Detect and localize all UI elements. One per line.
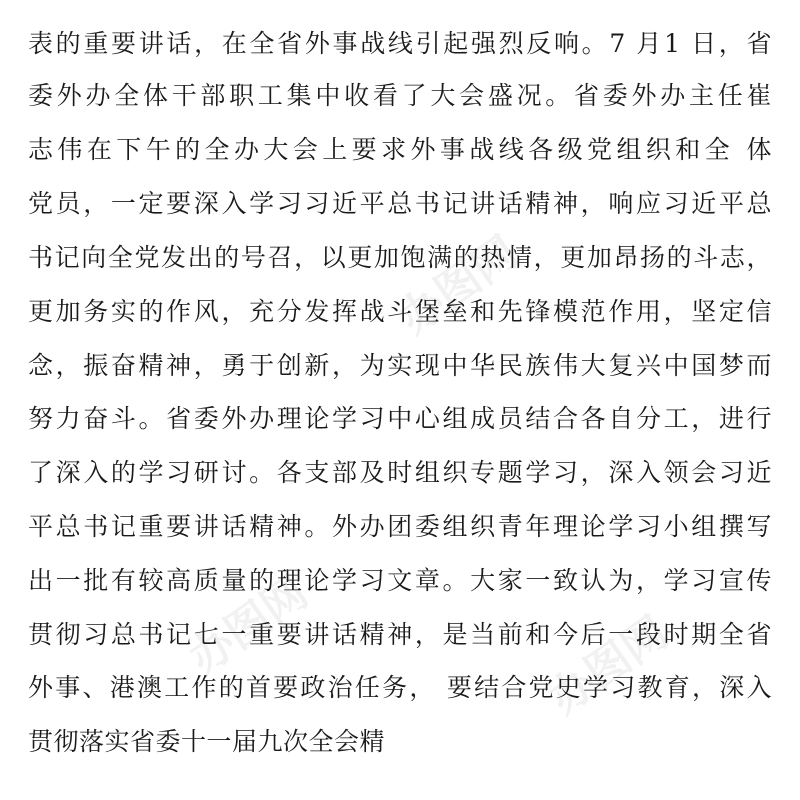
- text-line: 努力奋斗。省委外办理论学习中心组成员结合各自分工，进行: [28, 404, 772, 433]
- text-line: 了深入的学习研讨。各支部及时组织专题学习，深入领会习近: [28, 458, 772, 487]
- text-line: 党员，一定要深入学习习近平总书记讲话精神，响应习近平总: [28, 189, 772, 218]
- text-line: 外事、港澳工作的首要政治任务， 要结合党史学习教育，深入: [28, 673, 772, 702]
- text-line: 贯彻落实省委十一届九次全会精: [28, 727, 386, 756]
- text-line: 贯彻习总书记七一重要讲话精神，是当前和今后一段时期全省: [28, 620, 772, 649]
- text-line: 更加务实的作风，充分发挥战斗堡垒和先锋模范作用，坚定信: [28, 297, 772, 326]
- text-line: 出一批有较高质量的理论学习文章。大家一致认为，学习宣传: [28, 566, 772, 595]
- text-line: 念，振奋精神，勇于创新，为实现中华民族伟大复兴中国梦而: [28, 351, 772, 380]
- watermark: 办图网: [179, 566, 318, 685]
- watermark: 办图网: [539, 606, 678, 725]
- text-line: 委外办全体干部职工集中收看了大会盛况。省委外办主任崔: [28, 81, 772, 110]
- text-line: 书记向全党发出的号召，以更加饱满的热情，更加昂扬的斗志，: [28, 243, 772, 272]
- text-line: 平总书记重要讲话精神。外办团委组织青年理论学习小组撰写: [28, 512, 772, 541]
- watermark: 办图网: [389, 226, 528, 345]
- text-line: 志伟在下午的全办大会上要求外事战线各级党组织和全 体: [28, 135, 772, 164]
- top-cut-line: [0, 0, 800, 8]
- text-line: 表的重要讲话，在全省外事战线引起强烈反响。7 月1 日，省: [28, 29, 772, 58]
